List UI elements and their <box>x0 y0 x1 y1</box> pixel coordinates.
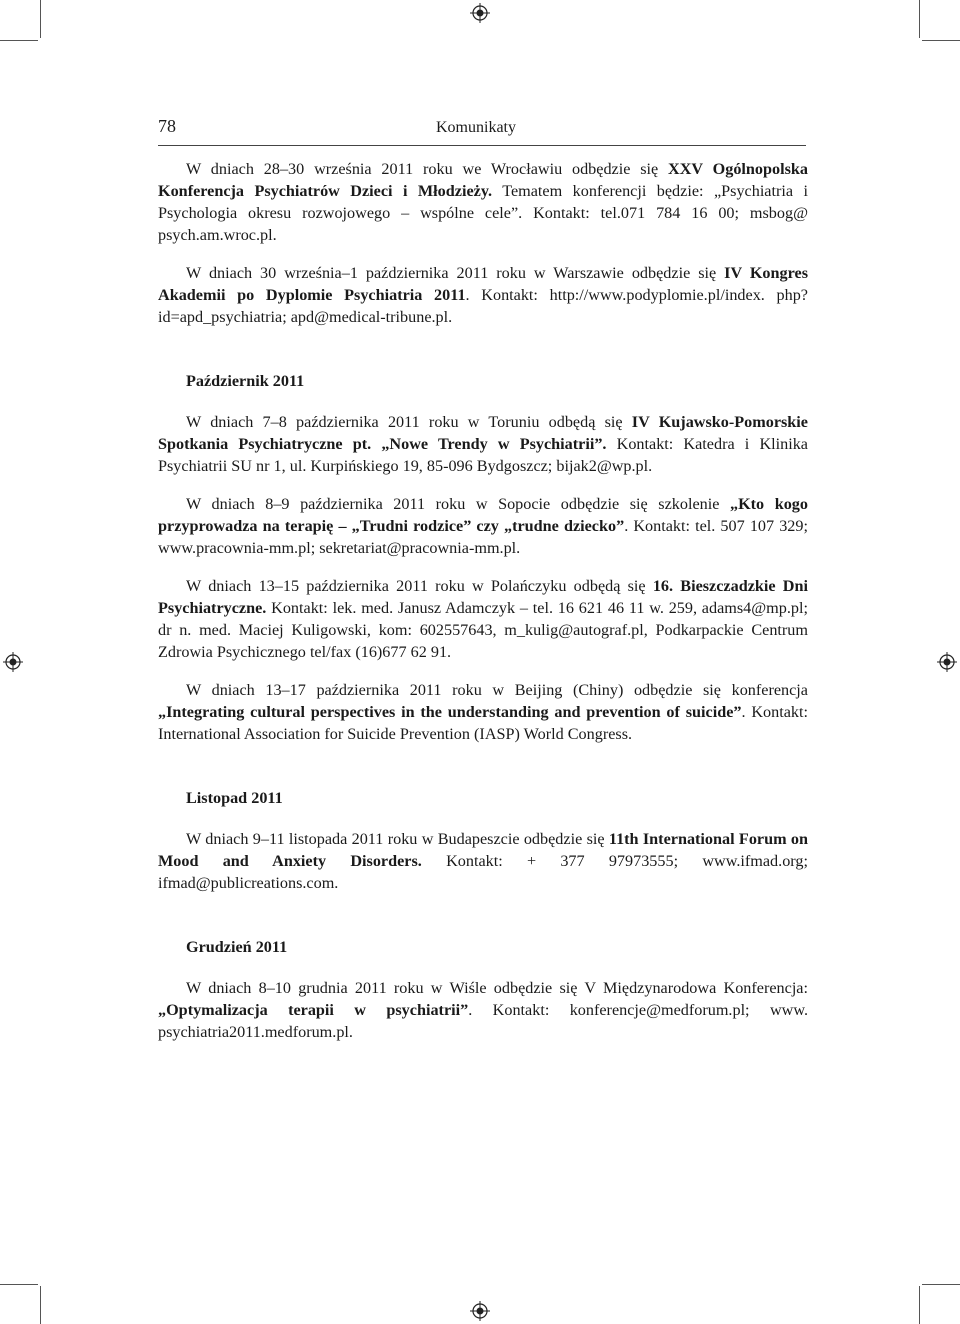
registration-mark-icon <box>470 3 490 23</box>
announcement-entry <box>158 828 808 894</box>
event-title: „Kto kogo przyprowadza na terapię – „Trudni rodzice” czy „trudne dziecko” <box>158 495 808 535</box>
announcement-entry <box>158 575 808 663</box>
month-heading: Grudzień 2011 <box>186 938 288 956</box>
crop-mark <box>919 1286 920 1324</box>
event-title: „Optymalizacja terapii w psychiatrii” <box>158 1001 469 1019</box>
section-gap <box>158 910 808 936</box>
running-title: Komunikaty <box>436 119 516 136</box>
announcement-entry <box>158 493 808 559</box>
announcement-entry <box>158 977 808 1043</box>
announcement-text: W dniach 8–10 grudnia 2011 roku w Wiśle odbędzie się V Międzynarodowa Konferencja: <box>186 979 808 997</box>
announcement-text: W dniach 28–30 września 2011 roku we Wrocławiu odbędzie się <box>186 160 669 178</box>
crop-mark <box>0 40 38 41</box>
event-title: IV Kongres Akademii po Dyplomie Psychiatria 2011 <box>158 264 808 304</box>
announcement-text: . Kontakt: konferencje@medforum.pl; www. psychiatria2011.medforum.pl. <box>158 1001 809 1041</box>
page-number: 78 <box>158 116 176 136</box>
announcement-text: Kontakt: + 377 97973555; www.ifmad.org; ifmad@publicreations.com. <box>158 852 808 892</box>
crop-mark <box>40 0 41 38</box>
section-gap <box>158 344 808 370</box>
announcement-text: W dniach 7–8 października 2011 roku w Toruniu odbędą się <box>186 413 632 431</box>
event-title: 16. Bieszczadzkie Dni Psychiatryczne. <box>158 577 808 617</box>
registration-mark-icon <box>3 652 23 672</box>
month-heading: Listopad 2011 <box>186 789 283 807</box>
announcement-text: W dniach 8–9 października 2011 roku w Sopocie odbędzie się szkolenie <box>186 495 730 513</box>
announcement-text: W dniach 9–11 listopada 2011 roku w Budapeszcie odbędzie się <box>186 830 609 848</box>
announcement-entry <box>158 679 808 745</box>
announcements-list <box>158 158 808 1059</box>
announcement-text: W dniach 13–15 października 2011 roku w Polańczyku odbędą się <box>186 577 653 595</box>
header-rule <box>158 145 806 146</box>
announcement-text: Kontakt: Katedra i Klinika Psychiatrii SU nr 1, ul. Kurpińskiego 19, 85-096 Bydgoszcz; bijak2@wp.pl. <box>158 435 808 475</box>
announcement-text: Kontakt: lek. med. Janusz Adamczyk – tel. 16 621 46 11 w. 259, adams4@mp.pl; dr n. med. Maciej Kuligowski, kom: 602557643, m_kulig@autograf.pl, Podkarpackie Centrum Zdrowia Psychicznego tel/fax (16)677 62 91. <box>158 599 808 661</box>
event-title: 11th International Forum on Mood and Anxiety Disorders. <box>158 830 808 870</box>
announcement-text: W dniach 13–17 października 2011 roku w Beijing (Chiny) odbędzie się konferencja <box>186 681 808 699</box>
crop-mark <box>919 0 920 38</box>
crop-mark <box>922 1284 960 1285</box>
section-gap <box>158 761 808 787</box>
announcement-entry <box>158 158 808 246</box>
announcement-text: . Kontakt: http://www.podyplomie.pl/index. php?id=apd_psychiatria; apd@medical-tribune.pl. <box>158 286 808 326</box>
event-title: IV Kujawsko-Pomorskie Spotkania Psychiatryczne pt. „Nowe Trendy w Psychiatrii”. <box>158 413 808 453</box>
crop-mark <box>922 40 960 41</box>
announcement-text: . Kontakt: tel. 507 107 329; www.pracownia-mm.pl; sekretariat@pracownia-mm.pl. <box>158 517 808 557</box>
registration-mark-icon <box>937 652 957 672</box>
announcement-text: Tematem konferencji będzie: „Psychiatria i Psychologia okresu rozwojowego – wspólne cele”. Kontakt: tel.071 784 16 00; msbog@ psych.am.wroc.pl. <box>158 182 808 244</box>
crop-mark <box>40 1286 41 1324</box>
registration-mark-icon <box>470 1301 490 1321</box>
announcement-text: . Kontakt: International Association for Suicide Prevention (IASP) World Congress. <box>158 703 808 743</box>
announcement-text: W dniach 30 września–1 października 2011 roku w Warszawie odbędzie się <box>186 264 725 282</box>
month-heading: Październik 2011 <box>186 372 305 390</box>
event-title: XXV Ogólnopolska Konferencja Psychiatrów Dzieci i Młodzieży. <box>158 160 809 200</box>
announcement-entry <box>158 411 808 477</box>
crop-mark <box>0 1284 38 1285</box>
announcement-entry <box>158 262 808 328</box>
event-title: „Integrating cultural perspectives in the understanding and prevention of suicide” <box>158 703 742 721</box>
